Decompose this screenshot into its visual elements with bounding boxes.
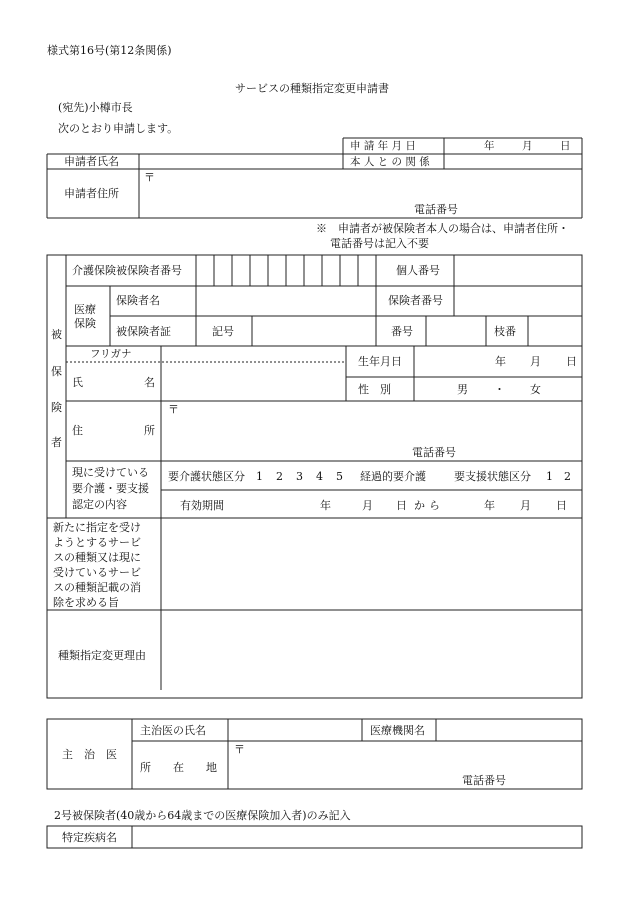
doctor-section-label: 主 治 医 — [62, 748, 117, 761]
applicant-phone-label: 電話番号 — [414, 203, 458, 216]
relation-label: 本 人 と の 関 係 — [350, 156, 430, 168]
support-level-2: 2 — [564, 470, 571, 483]
valid-from-day: 日 — [396, 499, 407, 512]
service-request-line-6: 除を求める旨 — [53, 596, 119, 609]
transitional-care-label: 経過的要介護 — [360, 470, 426, 483]
service-request-line-5: スの種類記載の消 — [53, 581, 141, 594]
valid-to-year: 年 — [484, 499, 495, 512]
applicant-name-label: 申請者氏名 — [64, 155, 119, 168]
care-level-1: 1 — [256, 470, 263, 483]
support-level-label: 要支援状態区分 — [454, 470, 531, 483]
support-level-1: 1 — [546, 470, 553, 483]
note-line-1: ※ 申請者が被保険者本人の場合は、申請者住所・ — [316, 222, 569, 235]
note-line-2: 電話番号は記入不要 — [330, 237, 429, 250]
specific-disease-label: 特定疾病名 — [62, 831, 117, 844]
date-month: 月 — [522, 140, 533, 152]
sex-separator: ・ — [494, 383, 505, 396]
postal-mark: 〒 — [144, 171, 155, 184]
valid-period-label: 有効期間 — [180, 499, 224, 512]
valid-from-label: から — [414, 499, 444, 512]
insured-side-char-2: 保 — [51, 365, 62, 378]
furigana-label: フリガナ — [90, 348, 132, 360]
care-level-2: 2 — [276, 470, 283, 483]
sex-male: 男 — [457, 383, 468, 396]
service-request-line-3: スの種類又は現に — [53, 551, 141, 564]
form-number: 様式第16号(第12条関係) — [47, 44, 172, 57]
addressee: (宛先)小樽市長 — [58, 101, 133, 114]
reason-label: 種類指定変更理由 — [58, 649, 146, 662]
valid-from-month: 月 — [362, 499, 373, 512]
doctor-name-label: 主治医の氏名 — [140, 724, 206, 737]
number-sub-label: 番号 — [391, 325, 413, 338]
birth-label: 生年月日 — [358, 355, 402, 368]
personal-number-label: 個人番号 — [396, 264, 440, 277]
card-label: 被保険者証 — [116, 325, 171, 338]
date-year: 年 — [484, 140, 495, 152]
care-level-4: 4 — [316, 470, 323, 483]
care-level-5: 5 — [336, 470, 343, 483]
valid-from-year: 年 — [320, 499, 331, 512]
service-request-line-4: 受けているサービ — [53, 566, 141, 579]
insured-postal-mark: 〒 — [168, 403, 179, 416]
insurer-name-label: 保険者名 — [116, 294, 160, 307]
care-label-2: 要介護・要支援 — [72, 482, 149, 495]
address-label-1: 住 — [72, 424, 83, 437]
doctor-postal-mark: 〒 — [234, 743, 245, 756]
insured-number-label: 介護保険被保険者番号 — [72, 264, 182, 277]
insured-side-char-4: 者 — [51, 436, 62, 449]
insurer-number-label: 保険者番号 — [388, 294, 443, 307]
medical-label-2: 保険 — [74, 317, 96, 330]
service-request-line-2: ようとするサービ — [53, 536, 141, 549]
name-label-1: 氏 — [72, 376, 83, 389]
insured-phone-label: 電話番号 — [412, 446, 456, 459]
sex-label: 性 別 — [358, 383, 391, 396]
care-label-3: 認定の内容 — [72, 498, 127, 511]
valid-to-month: 月 — [520, 499, 531, 512]
branch-label: 枝番 — [494, 325, 516, 338]
address-label-2: 所 — [144, 424, 155, 437]
medical-label-1: 医療 — [74, 303, 96, 316]
birth-day: 日 — [566, 355, 577, 368]
sex-female: 女 — [530, 383, 541, 396]
valid-to-day: 日 — [556, 499, 567, 512]
applicant-address-label: 申請者住所 — [64, 187, 119, 200]
doctor-phone-label: 電話番号 — [462, 774, 506, 787]
birth-month: 月 — [530, 355, 541, 368]
doctor-location-label: 所 在 地 — [140, 761, 217, 774]
page-title: サービスの種類指定変更申請書 — [235, 82, 389, 95]
medical-institution-label: 医療機関名 — [370, 724, 425, 737]
intro-text: 次のとおり申請します。 — [58, 122, 179, 135]
name-label-2: 名 — [144, 376, 155, 389]
care-level-label: 要介護状態区分 — [168, 470, 245, 483]
insured-side-char-1: 被 — [51, 328, 62, 341]
care-label-1: 現に受けている — [72, 466, 149, 479]
type2-note: 2号被保険者(40歳から64歳までの医療保険加入者)のみ記入 — [54, 809, 351, 822]
service-request-line-1: 新たに指定を受け — [53, 521, 141, 534]
application-date-label: 申 請 年 月 日 — [350, 140, 416, 152]
date-day: 日 — [560, 140, 571, 152]
birth-year: 年 — [495, 355, 506, 368]
care-level-3: 3 — [296, 470, 303, 483]
insured-side-char-3: 険 — [51, 401, 62, 414]
symbol-label: 記号 — [212, 325, 234, 338]
